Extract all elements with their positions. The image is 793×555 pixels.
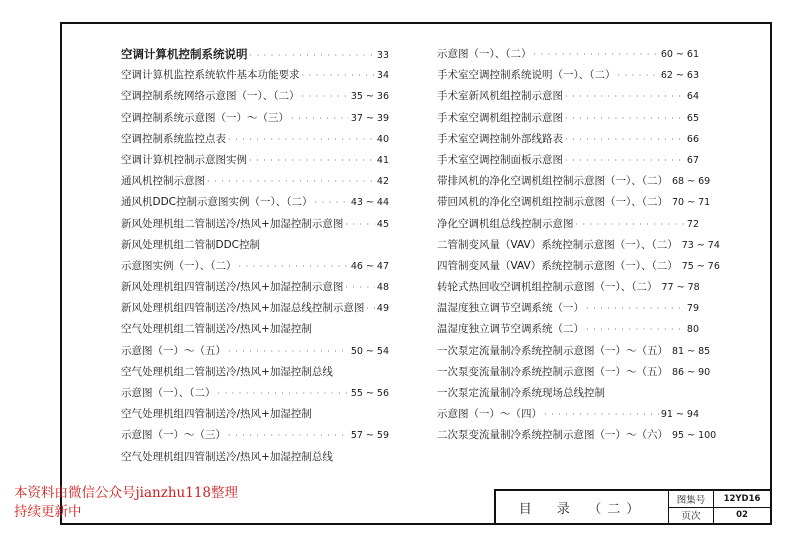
title-block-grid [669, 491, 770, 523]
toc-entry-page: 86 ~ 90 [672, 366, 711, 378]
toc-entry [121, 404, 389, 425]
toc-entry [437, 404, 699, 425]
toc-entry [437, 86, 699, 107]
toc-entry-title: 手术室空调控制外部线路表 [437, 132, 563, 145]
toc-entry-title: 空气处理机组四管制送冷/热风+加湿控制 [121, 408, 312, 421]
watermark-line-1: 本资料由微信公众号jianzhu118整理 [14, 485, 239, 501]
toc-leader-dots [565, 86, 685, 107]
toc-entry-page: 70 ~ 71 [672, 197, 711, 209]
toc-entry-page: 65 [686, 112, 699, 124]
toc-entry-page: 35 ~ 36 [350, 91, 389, 103]
toc-entry-title: 空调计算机监控系统软件基本功能要求 [121, 69, 300, 82]
toc-entry-title: 新风处理机组四管制送冷/热风+加湿总线控制示意图 [121, 302, 365, 315]
toc-entry [437, 362, 711, 383]
toc-entry-page: 57 ~ 59 [350, 430, 389, 442]
toc-entry-page: 68 ~ 69 [672, 176, 711, 188]
toc-entry-page: 33 [376, 50, 389, 61]
toc-entry-title: 示意图（一）～（五） [121, 344, 226, 357]
watermark-text [14, 484, 238, 522]
toc-entry-page: 45 [376, 218, 389, 230]
toc-leader-dots [345, 277, 375, 298]
toc-entry-page: 43 ~ 44 [350, 197, 389, 209]
toc-entry-page: 64 [686, 91, 699, 103]
toc-entry [437, 298, 699, 319]
toc-leader-dots [618, 65, 659, 86]
toc-entry [121, 319, 389, 340]
toc-entry-title: 新风处理机组二管制送冷/热风+加湿控制示意图 [121, 217, 344, 230]
toc-entry [121, 447, 389, 468]
toc-entry [437, 383, 699, 404]
toc-leader-dots [302, 86, 349, 107]
atlas-value: 12YD16 [723, 493, 761, 504]
toc-entry-page: 91 ~ 94 [660, 409, 699, 421]
toc-leader-dots [565, 150, 685, 171]
toc-entry [437, 150, 699, 171]
toc-entry-title: 新风处理机组四管制送冷/热风+加湿控制示意图 [121, 281, 344, 294]
toc-entry [437, 277, 699, 298]
toc-leader-dots [207, 171, 375, 192]
toc-entry-title: 示意图（一）～（三） [121, 429, 226, 442]
toc-entry [121, 171, 389, 192]
toc-entry-page: 48 [376, 282, 389, 294]
toc-entry-title: 示意图（一）、（二） [437, 48, 532, 60]
page-value: 02 [736, 510, 748, 521]
toc-entry [437, 256, 720, 277]
atlas-label: 图集号 [669, 491, 714, 507]
toc-entry-title: 空调控制系统监控点表 [121, 132, 226, 145]
toc-entry-title: 四管制变风量（VAV）系统控制示意图（一）、（二） [437, 259, 678, 272]
toc-entry-page: 55 ~ 56 [350, 388, 389, 399]
toc-entry [121, 341, 389, 362]
toc-entry-page: 75 ~ 76 [681, 260, 720, 272]
toc-entry-page: 62 ~ 63 [660, 70, 699, 82]
toc-entry-title: 空气处理机组二管制送冷/热风+加湿控制总线 [121, 365, 333, 378]
toc-entry-title: 新风处理机组二管制DDC控制 [121, 238, 261, 251]
toc-entry-page: 49 [376, 303, 389, 315]
toc-entry-title: 一次泵定流量制冷系统控制示意图（一）～（五） [437, 344, 668, 357]
toc-leader-dots [586, 319, 685, 340]
toc-entry-title: 温湿度独立调节空调系统（二） [437, 323, 584, 336]
toc-entry [121, 362, 389, 383]
toc-entry [437, 108, 699, 129]
toc-entry-page: 46 ~ 47 [350, 260, 389, 272]
toc-leader-dots [366, 298, 375, 319]
toc-entry [121, 298, 389, 319]
toc-entry-title: 示意图实例（一）、（二） [121, 259, 237, 272]
toc-entry [121, 256, 389, 277]
toc-entry [121, 86, 389, 107]
toc-entry [437, 129, 699, 150]
toc-entry-page: 73 ~ 74 [681, 239, 720, 251]
toc-entry-page: 60 ~ 61 [660, 49, 699, 60]
toc-entry-page: 72 [686, 218, 699, 230]
watermark-line-2: 持续更新中 [14, 504, 82, 520]
toc-leader-dots [218, 383, 349, 404]
toc-entry [121, 129, 389, 150]
toc-entry [121, 65, 389, 86]
toc-entry [437, 171, 711, 192]
toc-entry-page: 42 [376, 176, 389, 188]
toc-entry-title: 一次泵定流量制冷系统现场总线控制 [437, 387, 605, 399]
toc-entry [437, 425, 717, 446]
toc-entry-title: 带排风机的净化空调机组控制示意图（一）、（二） [437, 175, 668, 188]
toc-entry-title: 转轮式热回收空调机组控制示意图（一）、（二） [437, 281, 658, 294]
title-block [494, 489, 770, 523]
toc-leader-dots [250, 45, 375, 66]
toc-leader-dots [228, 425, 349, 446]
toc-entry-page: 77 ~ 78 [661, 282, 700, 294]
toc-leader-dots [565, 129, 685, 150]
toc-leader-dots [565, 108, 685, 129]
toc-entry-title: 空调控制系统示意图（一）～（三） [121, 111, 289, 124]
toc-leader-dots [315, 192, 349, 213]
toc-entry [121, 425, 389, 446]
page-label: 页次 [669, 508, 714, 524]
toc-entry [121, 235, 389, 256]
toc-leader-dots [239, 256, 349, 277]
toc-leader-dots [249, 150, 375, 171]
toc-leader-dots [228, 129, 375, 150]
toc-entry [121, 108, 389, 129]
toc-entry-title: 空气处理机组四管制送冷/热风+加湿控制总线 [121, 450, 333, 463]
toc-leader-dots [544, 404, 659, 425]
toc-entry-title: 手术室新风机组控制示意图 [437, 90, 563, 103]
toc-entry-title: 一次泵变流量制冷系统控制示意图（一）～（五） [437, 365, 668, 378]
toc-entry-page: 37 ~ 39 [350, 112, 389, 124]
toc-entry-title: 二管制变风量（VAV）系统控制示意图（一）、（二） [437, 238, 678, 251]
toc-entry [437, 65, 699, 86]
toc-entry-title: 手术室空调控制面板示意图 [437, 153, 563, 166]
toc-entry [437, 341, 711, 362]
toc-entry-title: 净化空调机组总线控制示意图 [437, 217, 574, 230]
toc-leader-dots [291, 108, 349, 129]
toc-entry-page: 41 [376, 154, 389, 166]
title-block-title: 目 录 （二） [496, 491, 669, 523]
toc-entry [121, 192, 389, 213]
toc-entry-page: 80 [686, 324, 699, 336]
toc-entry-title: 通风机控制示意图 [121, 175, 205, 188]
toc-entry [437, 214, 699, 235]
page-row [669, 508, 770, 524]
toc-entry-page: 40 [376, 133, 389, 145]
toc-entry [121, 383, 389, 404]
toc-entry-page: 95 ~ 100 [672, 430, 717, 442]
toc-entry [437, 44, 699, 65]
atlas-row [669, 491, 770, 508]
toc-entry-title: 通风机DDC控制示意图实例（一）、（二） [121, 196, 313, 209]
toc-entry [437, 192, 711, 213]
toc-entry-title: 带回风机的净化空调机组控制示意图（一）、（二） [437, 196, 668, 209]
toc-entry [121, 277, 389, 298]
toc-leader-dots [586, 298, 685, 319]
toc-left-column [121, 44, 389, 468]
toc-entry-title: 温湿度独立调节空调系统（一） [437, 302, 584, 315]
toc-entry-page: 67 [686, 154, 699, 166]
toc-entry-page: 50 ~ 54 [350, 345, 389, 357]
toc-entry-title: 手术室空调机组控制示意图 [437, 111, 563, 124]
toc-leader-dots [228, 341, 349, 362]
toc-entry-title: 空调控制系统网络示意图（一）、（二） [121, 90, 300, 103]
toc-entry-page: 79 [686, 303, 699, 315]
toc-entry [437, 235, 720, 256]
toc-entry [121, 44, 389, 65]
toc-entry-title: 手术室空调控制系统说明（一）、（二） [437, 69, 616, 82]
toc-entry-title: 示意图（一）、（二） [121, 387, 216, 399]
toc-entry [121, 150, 389, 171]
toc-leader-dots [534, 44, 659, 65]
toc-entry-title: 示意图（一）～（四） [437, 408, 542, 421]
toc-entry [121, 214, 389, 235]
toc-entry-title: 空调计算机控制系统说明 [121, 47, 248, 61]
toc-right-column [437, 44, 720, 447]
toc-entry-title: 空调计算机控制示意图实例 [121, 153, 247, 166]
toc-leader-dots [302, 65, 375, 86]
toc-entry-page: 81 ~ 85 [672, 345, 711, 357]
toc-entry-title: 空气处理机组二管制送冷/热风+加湿控制 [121, 323, 312, 336]
toc-entry-page: 66 [686, 133, 699, 145]
toc-leader-dots [576, 214, 685, 235]
toc-entry-page: 34 [376, 70, 389, 82]
toc-entry [437, 319, 699, 340]
toc-entry-title: 二次泵变流量制冷系统控制示意图（一）～（六） [437, 429, 668, 442]
toc-leader-dots [345, 214, 375, 235]
